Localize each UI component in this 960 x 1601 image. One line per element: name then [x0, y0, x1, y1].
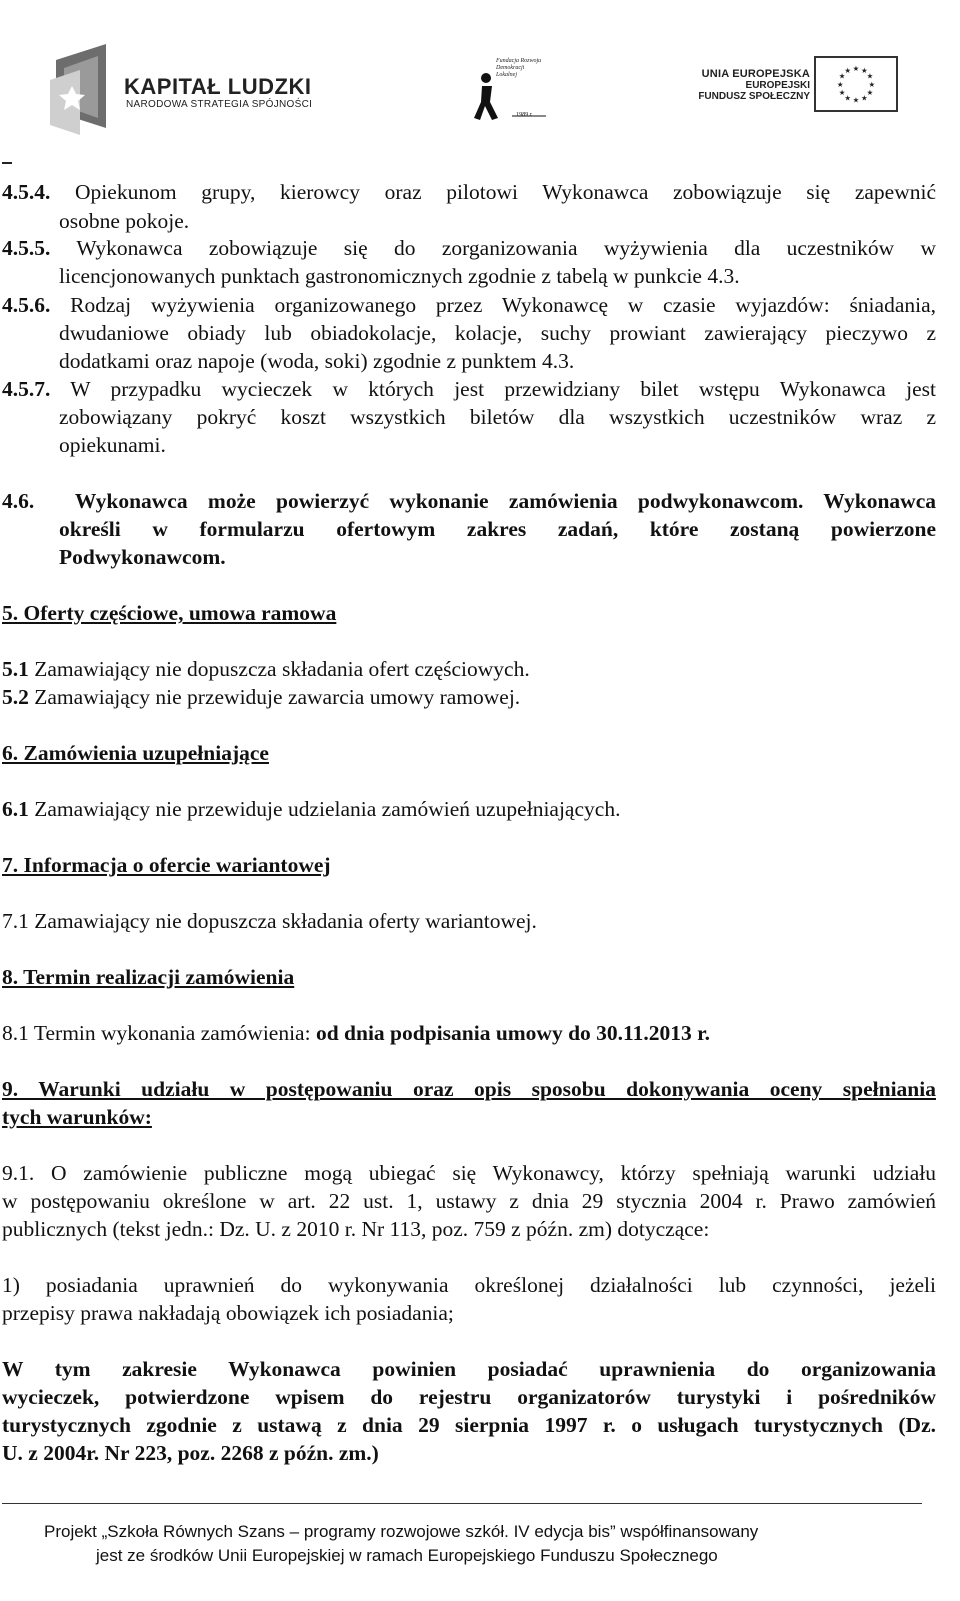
section-5-2: [2, 683, 520, 711]
fund-year-text: 1989 r.: [516, 112, 533, 118]
svg-text:★: ★: [836, 79, 844, 89]
section-text: Zamawiający nie przewiduje zawarcia umowy ramowej.: [28, 685, 521, 709]
section-text: Wykonawca może powierzyć wykonanie zamówienia podwykonawcom. Wykonawca: [74, 489, 936, 513]
section-number: 5.2: [2, 685, 29, 709]
eu-line-2: EUROPEJSKI: [745, 80, 810, 91]
svg-text:★: ★: [844, 93, 851, 103]
point-1-line-1: 1) posiadania uprawnień do wykonywania określonej działalności lub czynności, jeżeli: [2, 1273, 936, 1297]
section-4-5-5-line-1: [2, 234, 936, 262]
section-9-1-line-1: 9.1. O zamówienie publiczne mogą ubiegać się Wykonawcy, którzy spełniają warunki udziału: [2, 1161, 936, 1185]
svg-text:★: ★: [868, 79, 876, 89]
section-number: 5.1: [2, 657, 29, 681]
section-number: 4.5.5.: [2, 236, 51, 260]
svg-text:★: ★: [838, 88, 846, 98]
section-number: 4.5.4.: [2, 180, 51, 204]
eu-flag-icon: [814, 56, 898, 112]
section-4-5-4-line-2: osobne pokoje.: [59, 209, 190, 233]
section-6-1: [2, 795, 620, 823]
section-4-5-6-line-3: dodatkami oraz napoje (woda, soki) zgodnie z punktem 4.3.: [59, 349, 575, 373]
section-4-5-7-line-2: zobowiązany pokryć koszt wszystkich biletów dla wszystkich uczestników wraz z: [59, 405, 936, 429]
svg-text:★: ★: [866, 71, 874, 81]
section-text: Zamawiający nie przewiduje udzielania zamówień uzupełniających.: [28, 797, 621, 821]
footer-line-2: jest ze środków Unii Europejskiej w ramach Europejskiego Funduszu Społecznego: [96, 1546, 718, 1565]
section-number: 4.5.6.: [2, 293, 51, 317]
section-9-1-line-2: w postępowaniu określone w art. 22 ust. 1, ustawy z dnia 29 stycznia 2004 r. Prawo zamówień: [2, 1189, 936, 1213]
section-9-1-line-3: publicznych (tekst jedn.: Dz. U. z 2010 r. Nr 113, poz. 759 z późn. zm) dotyczące:: [2, 1217, 710, 1241]
heading-9-line-1: 9. Warunki udziału w postępowaniu oraz opis sposobu dokonywania oceny spełniania: [2, 1077, 936, 1101]
bold-paragraph-line-1: W tym zakresie Wykonawca powinien posiadać uprawnienia do organizowania: [2, 1357, 936, 1381]
section-4-5-7-line-1: [2, 375, 936, 403]
section-4-6-line-3: Podwykonawcom.: [59, 545, 226, 569]
section-text: Rodzaj wyżywienia organizowanego przez Wykonawcę w czasie wyjazdów: śniadania,: [70, 293, 937, 317]
top-dash: [2, 162, 12, 164]
section-number: 4.6.: [2, 489, 35, 513]
section-bold-text: od dnia podpisania umowy do 30.11.2013 r.: [315, 1021, 711, 1045]
section-text: Opiekunom grupy, kierowcy oraz pilotowi Wykonawca zobowiązuje się zapewnić: [75, 180, 937, 204]
section-4-6-line-2: określi w formularzu ofertowym zakres zadań, które zostaną powierzone: [59, 517, 936, 541]
section-text: 8.1 Termin wykonania zamówienia:: [2, 1021, 316, 1045]
page-header: [0, 0, 960, 160]
bold-paragraph-line-2: wycieczek, potwierdzone wpisem do rejestru organizatorów turystyki i pośredników: [2, 1385, 936, 1409]
svg-text:★: ★: [861, 93, 868, 103]
section-number: 6.1: [2, 797, 29, 821]
eu-text-block: [694, 68, 810, 102]
section-text: W przypadku wycieczek w których jest przewidziany bilet wstępu Wykonawca jest: [70, 377, 936, 401]
footer-line-1: Projekt „Szkoła Równych Szans – programy rozwojowe szkół. IV edycja bis” współfinansowany: [44, 1522, 759, 1541]
kapital-ludzki-subtitle: NARODOWA STRATEGIA SPÓJNOŚCI: [126, 99, 313, 110]
section-text: Zamawiający nie dopuszcza składania ofert częściowych.: [28, 657, 530, 681]
svg-text:★: ★: [866, 88, 874, 98]
bold-paragraph-line-3: turystycznych zgodnie z ustawą z dnia 29 sierpnia 1997 r. o usługach turystycznych (Dz.: [2, 1413, 936, 1437]
heading-8: 8. Termin realizacji zamówienia: [2, 965, 295, 989]
section-4-6-line-1: [2, 487, 936, 515]
eu-line-3: FUNDUSZ SPOŁECZNY: [698, 91, 810, 102]
kapital-ludzki-title: KAPITAŁ LUDZKI: [124, 74, 312, 99]
point-1-line-2: przepisy prawa nakładają obowiązek ich posiadania;: [2, 1301, 454, 1325]
heading-5: 5. Oferty częściowe, umowa ramowa: [2, 601, 337, 625]
section-4-5-4-line-1: [2, 178, 936, 206]
section-7-1: 7.1 Zamawiający nie dopuszcza składania oferty wariantowej.: [2, 909, 537, 933]
svg-text:★: ★: [852, 64, 860, 73]
section-4-5-6-line-2: dwudaniowe obiady lub obiadokolacje, kolacje, suchy prowiant zawierający pieczywo z: [59, 321, 936, 345]
svg-text:★: ★: [844, 65, 851, 75]
section-number: 4.5.7.: [2, 377, 51, 401]
svg-text:★: ★: [852, 95, 860, 105]
bold-paragraph-line-4: U. z 2004r. Nr 223, poz. 2268 z późn. zm.): [2, 1441, 379, 1465]
svg-text:★: ★: [838, 71, 846, 81]
section-text: Wykonawca zobowiązuje się do zorganizowania wyżywienia dla uczestników w: [76, 236, 936, 260]
section-8-1: [2, 1019, 710, 1047]
section-4-5-5-line-2: licencjonowanych punktach gastronomicznych zgodnie z tabelą w punkcie 4.3.: [59, 264, 740, 288]
heading-6: 6. Zamówienia uzupełniające: [2, 741, 269, 765]
eu-line-1: UNIA EUROPEJSKA: [701, 68, 810, 80]
kapital-ludzki-emblem-icon: [50, 40, 118, 135]
heading-9-line-2: tych warunków:: [2, 1105, 152, 1129]
svg-text:★: ★: [861, 65, 868, 75]
footer-divider: [2, 1503, 922, 1504]
fund-name-text: Fundacja Rozwoju Demokracji Lokalnej: [496, 58, 542, 78]
section-4-5-6-line-1: [2, 291, 936, 319]
section-4-5-7-line-3: opiekunami.: [59, 433, 166, 457]
section-5-1: [2, 655, 530, 683]
heading-7: 7. Informacja o ofercie wariantowej: [2, 853, 331, 877]
